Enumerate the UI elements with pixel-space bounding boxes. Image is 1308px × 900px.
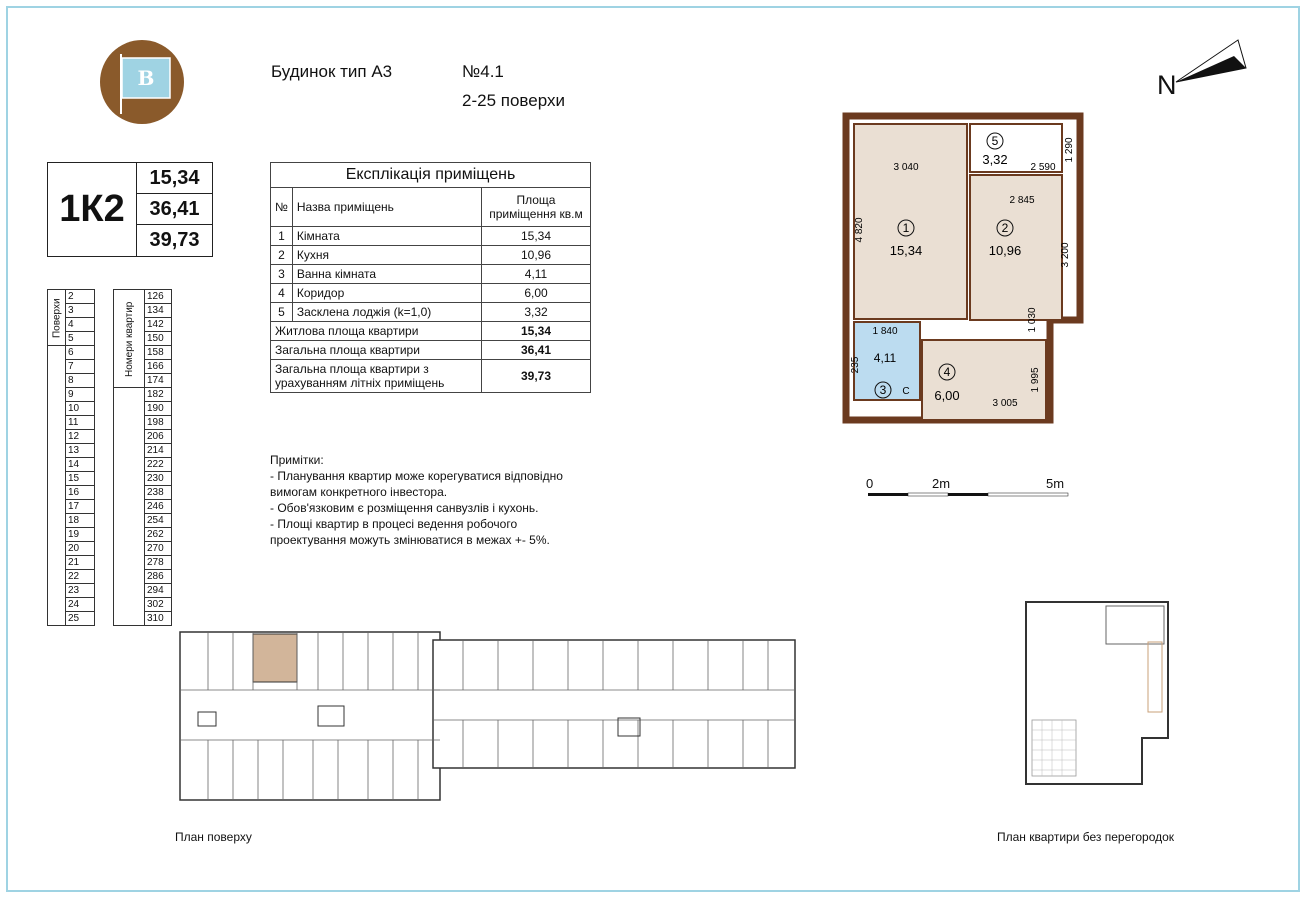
dim-label: 4 820 [854, 217, 865, 243]
dim-label: 3 005 [992, 398, 1018, 409]
room-number: 4 [943, 365, 951, 379]
apartment-number: 126 [145, 290, 172, 304]
unit-plan-no-partitions [1022, 598, 1174, 788]
col-area-header: Площа приміщення кв.м [482, 188, 591, 227]
scale-bar [866, 476, 1076, 506]
table-row [271, 227, 591, 246]
table-row [271, 246, 591, 265]
apartment-number: 262 [145, 528, 172, 542]
section-number: №4.1 [462, 62, 504, 81]
room-area-label: 15,34 [889, 243, 923, 258]
living-area-total: 15,34 [482, 322, 591, 341]
table-row [271, 284, 591, 303]
apartment-number: 294 [145, 584, 172, 598]
floor-number: 6 [66, 346, 95, 360]
room-name: Кухня [292, 246, 481, 265]
room-number: 5 [991, 134, 999, 148]
floor-number: 7 [66, 360, 95, 374]
apartment-number: 198 [145, 416, 172, 430]
room-area: 10,96 [482, 246, 591, 265]
apartment-number: 222 [145, 458, 172, 472]
floor-number: 11 [66, 416, 95, 430]
dim-label: 3 200 [1060, 242, 1071, 268]
living-area-label: Житлова площа квартири [271, 322, 482, 341]
room-no: 4 [271, 284, 293, 303]
explication-title: Експлікація приміщень [270, 162, 591, 187]
floor-number: 8 [66, 374, 95, 388]
room-no: 5 [271, 303, 293, 322]
total-area-total: 36,41 [482, 341, 591, 360]
apartment-number: 182 [145, 388, 172, 402]
room-area: 4,11 [482, 265, 591, 284]
table-row [271, 341, 591, 360]
table-gap [95, 290, 114, 626]
total-area-summer-total: 39,73 [482, 360, 591, 393]
table-row [271, 303, 591, 322]
dim-label: 1 030 [1027, 307, 1038, 333]
floor-number: 20 [66, 542, 95, 556]
floor-number: 3 [66, 304, 95, 318]
total-area-summer-label: Загальна площа квартири з урахуванням літніх приміщень [271, 360, 482, 393]
brand-logo [100, 40, 184, 124]
north-label: N [1157, 70, 1177, 100]
room-name: Засклена лоджія (k=1,0) [292, 303, 481, 322]
room-area: 6,00 [482, 284, 591, 303]
floor-number: 24 [66, 598, 95, 612]
apartment-number: 310 [145, 612, 172, 626]
notes: Примітки: - Планування квартир може корегуватися відповідно вимогам конкретного інвестора. - Обов'язковим є розміщення санвузлів і кухонь. - Площі квартир в процесі ведення робочого проектування можуть змінюватися в межах +- 5%. [270, 453, 563, 547]
room-area-label: 10,96 [988, 243, 1022, 258]
room-number: 2 [1001, 221, 1009, 235]
room-name: Кімната [292, 227, 481, 246]
apartment-number: 150 [145, 332, 172, 346]
apartment-number: 246 [145, 500, 172, 514]
apartment-number: 190 [145, 402, 172, 416]
apartment-number: 174 [145, 374, 172, 388]
dim-label: 3 040 [893, 162, 919, 173]
apartment-number: 158 [145, 346, 172, 360]
room-no: 3 [271, 265, 293, 284]
floor-number: 12 [66, 430, 95, 444]
total-area-value: 36,41 [137, 194, 212, 225]
house-type: Будинок тип А3 [271, 62, 393, 81]
floors-apartments-table [47, 289, 172, 626]
dim-label: 235 [850, 356, 861, 374]
floor-number: 5 [66, 332, 95, 346]
floor-plan-caption: План поверху [175, 830, 252, 844]
room-area-label: 4,11 [873, 351, 897, 365]
room-area: 15,34 [482, 227, 591, 246]
dim-label: 1 290 [1064, 137, 1075, 163]
apartment-number: 230 [145, 472, 172, 486]
floor-number: 13 [66, 444, 95, 458]
floor-number: 2 [66, 290, 95, 304]
room-area-label: 3,32 [982, 152, 1008, 167]
room-area-label: 6,00 [934, 388, 960, 403]
apartment-number: 302 [145, 598, 172, 612]
apartment-number: 166 [145, 360, 172, 374]
room-number: 1 [902, 221, 910, 235]
floor-number: 10 [66, 402, 95, 416]
floor-number: 4 [66, 318, 95, 332]
floors-label-spacer [48, 346, 66, 626]
table-row [271, 322, 591, 341]
scale-2m: 2m [932, 476, 951, 491]
apartment-summary [47, 162, 213, 257]
apartment-number: 238 [145, 486, 172, 500]
apartments-label: Номери квартир [114, 290, 145, 388]
floor-plan [178, 630, 800, 802]
apartment-number: 286 [145, 570, 172, 584]
table-row [271, 360, 591, 393]
apartment-number: 270 [145, 542, 172, 556]
floor-number: 18 [66, 514, 95, 528]
floor-number: 9 [66, 388, 95, 402]
floor-number: 23 [66, 584, 95, 598]
logo-letter: B [137, 66, 155, 90]
room-area: 3,32 [482, 303, 591, 322]
apartment-number: 278 [145, 556, 172, 570]
apartment-number: 206 [145, 430, 172, 444]
shower-mark: С [902, 386, 910, 397]
north-arrow-icon [1174, 38, 1254, 88]
unit-plan-caption: План квартири без перегородок [997, 830, 1175, 844]
total-area-label: Загальна площа квартири [271, 341, 482, 360]
living-area-value: 15,34 [137, 163, 212, 194]
apartment-number: 214 [145, 444, 172, 458]
room-name: Ванна кімната [292, 265, 481, 284]
col-no-header: № [271, 188, 293, 227]
floors-label: Поверхи [48, 290, 66, 346]
scale-5m: 5m [1046, 476, 1065, 491]
floor-number: 15 [66, 472, 95, 486]
apartment-plan [840, 110, 1090, 430]
room-number: 3 [879, 383, 887, 397]
total-area-summer-value: 39,73 [149, 229, 200, 251]
apartment-number: 254 [145, 514, 172, 528]
floor-row [48, 290, 172, 304]
dim-label: 1 995 [1030, 367, 1041, 393]
explication-table [270, 162, 591, 393]
apartment-code: 1К2 [48, 163, 137, 256]
dim-label: 2 845 [1009, 195, 1035, 206]
floor-number: 22 [66, 570, 95, 584]
apartment-number: 134 [145, 304, 172, 318]
floor-number: 19 [66, 528, 95, 542]
col-name-header: Назва приміщень [292, 188, 481, 227]
dim-label: 2 590 [1030, 162, 1056, 173]
table-row [271, 265, 591, 284]
dim-label: 1 840 [872, 326, 898, 337]
apartments-label-spacer [114, 388, 145, 626]
floor-number: 14 [66, 458, 95, 472]
floor-number: 17 [66, 500, 95, 514]
floor-number: 25 [66, 612, 95, 626]
room-no: 2 [271, 246, 293, 265]
scale-0: 0 [866, 476, 874, 491]
floor-number: 21 [66, 556, 95, 570]
apartment-number: 142 [145, 318, 172, 332]
floors-range: 2-25 поверхи [462, 91, 565, 110]
room-no: 1 [271, 227, 293, 246]
room-name: Коридор [292, 284, 481, 303]
floor-number: 16 [66, 486, 95, 500]
